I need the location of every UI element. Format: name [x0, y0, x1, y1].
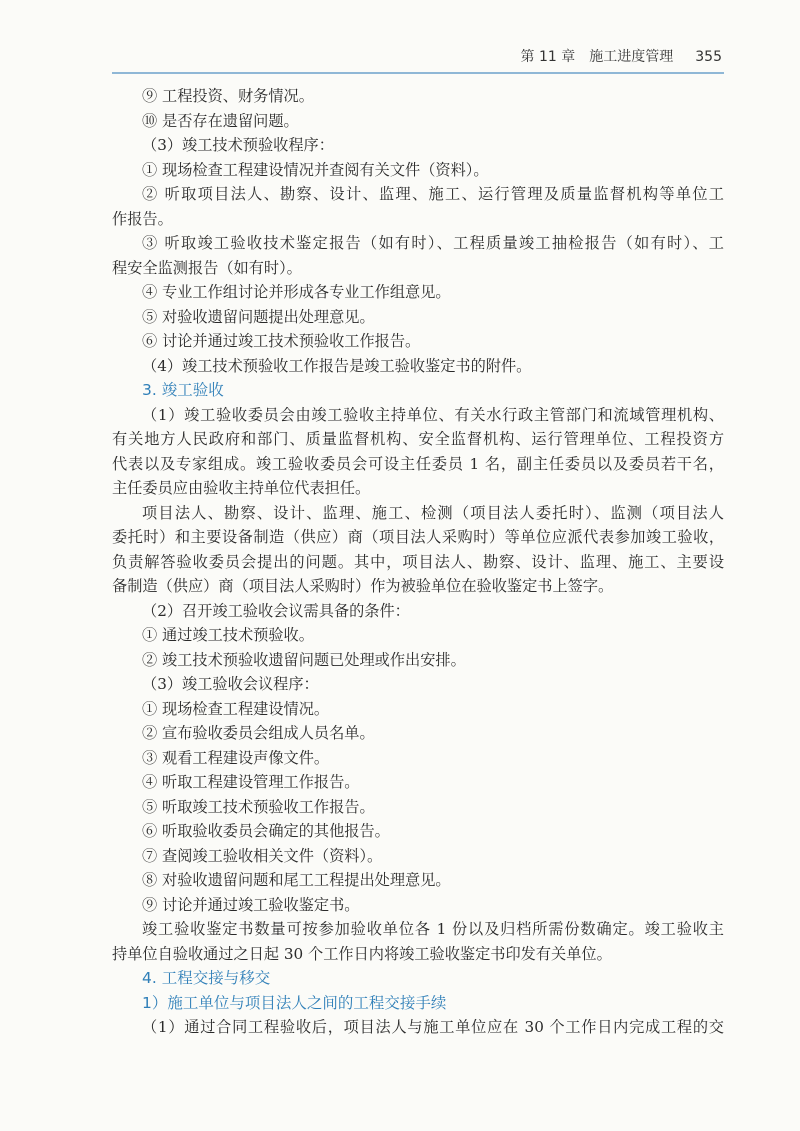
text-line: （3）竣工技术预验收程序：	[142, 136, 334, 154]
text-line: ③ 观看工程建设声像文件。	[142, 748, 330, 767]
body-text	[112, 84, 724, 1040]
section-heading: 3. 竣工验收	[142, 381, 224, 399]
text-line: 委托时）和主要设备制造（供应）商（项目法人采购时）等单位应派代表参加竣工验收，	[112, 528, 724, 546]
chapter-title: 第 11 章 施工进度管理	[520, 49, 674, 65]
text-line: ① 现场检查工程建设情况并查阅有关文件（资料）。	[142, 160, 489, 179]
text-line: （2）召开竣工验收会议需具备的条件：	[142, 601, 410, 620]
text-line: 主任委员应由验收主持单位代表担任。	[112, 479, 371, 497]
text-line: ⑤ 听取竣工技术预验收工作报告。	[142, 797, 375, 816]
text-line: （3）竣工验收会议程序：	[142, 675, 319, 693]
text-line: ④ 听取工程建设管理工作报告。	[142, 773, 360, 791]
header-rule	[112, 72, 724, 74]
page-header	[0, 0, 800, 80]
text-line: 作报告。	[112, 209, 173, 228]
text-line: ④ 专业工作组讨论并形成各专业工作组意见。	[142, 283, 451, 301]
text-line: ② 听取项目法人、勘察、设计、监理、施工、运行管理及质量监督机构等单位工	[142, 185, 724, 203]
text-line: ⑩ 是否存在遗留问题。	[142, 111, 299, 130]
text-line: 备制造（供应）商（项目法人采购时）作为被验单位在验收鉴定书上签字。	[112, 577, 614, 595]
text-line: （4）竣工技术预验收工作报告是竣工验收鉴定书的附件。	[142, 356, 532, 375]
text-line: ① 通过竣工技术预验收。	[142, 626, 314, 644]
text-line: ⑦ 查阅竣工验收相关文件（资料）。	[142, 846, 383, 865]
text-line: ② 竣工技术预验收遗留问题已处理或作出安排。	[142, 650, 466, 669]
page-number: 355	[695, 49, 722, 65]
text-line: ⑥ 讨论并通过竣工技术预验收工作报告。	[142, 332, 421, 350]
text-line: 持单位自验收通过之日起 30 个工作日内将竣工验收鉴定书印发有关单位。	[112, 944, 612, 963]
text-line: 有关地方人民政府和部门、质量监督机构、安全监督机构、运行管理单位、工程投资方	[112, 430, 724, 448]
text-line: 竣工验收鉴定书数量可按参加验收单位各 1 份以及归档所需份数确定。竣工验收主	[142, 920, 724, 938]
text-line: ⑨ 讨论并通过竣工验收鉴定书。	[142, 895, 360, 914]
text-line: ⑤ 对验收遗留问题提出处理意见。	[142, 307, 375, 326]
text-line: ③ 听取竣工验收技术鉴定报告（如有时）、工程质量竣工抽检报告（如有时）、工	[142, 234, 724, 252]
text-line: ② 宣布验收委员会组成人员名单。	[142, 724, 375, 742]
running-head	[521, 46, 722, 66]
text-line: （1）通过合同工程验收后，项目法人与施工单位应在 30 个工作日内完成工程的交	[142, 1018, 724, 1036]
text-line: 代表以及专家组成。竣工验收委员会可设主任委员 1 名，副主任委员以及委员若干名，	[112, 454, 724, 473]
text-line: 项目法人、勘察、设计、监理、施工、检测（项目法人委托时）、监测（项目法人	[142, 503, 724, 522]
text-line: （1）竣工验收委员会由竣工验收主持单位、有关水行政主管部门和流域管理机构、	[142, 405, 724, 424]
text-line: ⑨ 工程投资、财务情况。	[142, 87, 314, 105]
text-line: 程安全监测报告（如有时）。	[112, 258, 302, 277]
text-line: ① 现场检查工程建设情况。	[142, 699, 330, 718]
text-line: ⑧ 对验收遗留问题和尾工工程提出处理意见。	[142, 871, 451, 889]
text-line: ⑥ 听取验收委员会确定的其他报告。	[142, 822, 390, 840]
section-heading: 1）施工单位与项目法人之间的工程交接手续	[142, 993, 447, 1012]
text-line: 负责解答验收委员会提出的问题。其中，项目法人、勘察、设计、监理、施工、主要设	[112, 552, 724, 571]
section-heading: 4. 工程交接与移交	[142, 969, 271, 987]
